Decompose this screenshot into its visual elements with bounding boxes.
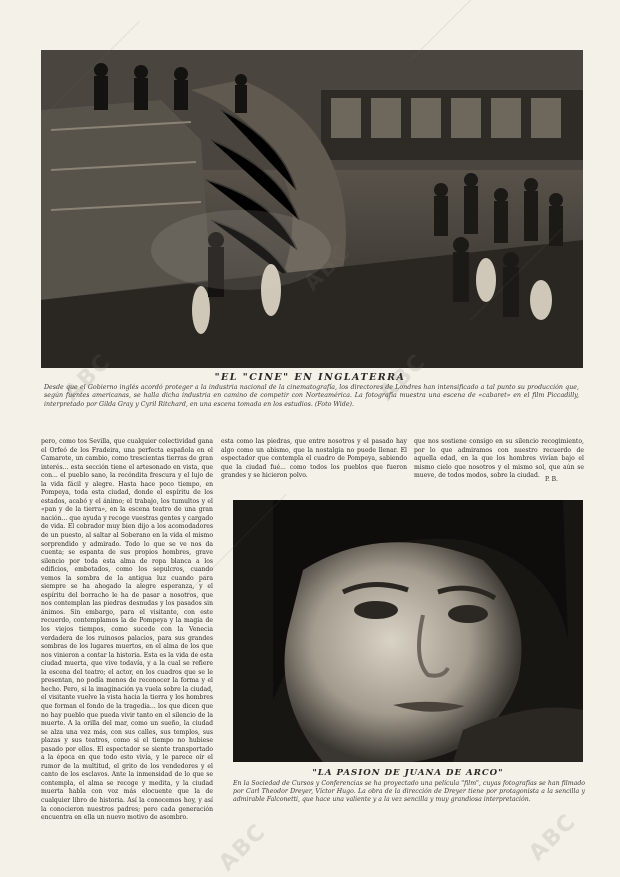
top-photograph: [41, 50, 583, 368]
article-column-2: esta como las piedras, que entre nosotros y el pasado hay algo como un abismo, que la nostalgia no puede llenar. El espectador que contempla el cuadro de Pompeya, sabiendo que la ciudad fué... como todos los pueblos que fueron grandes y se hicieron polvo.: [221, 438, 407, 480]
caption-top-photo: Desde que el Gobierno inglés acordó proteger a la industria nacional de la cinematografía, los directores de Londres han intensificado a tal punto su producción que, según fuentes americanas, se halla dicha industria en camino de competir con Norteamérica. La fotografía muestra una escena de «cabaret» en el film Piccadilly, interpretado por Gilda Gray y Cyril Ritchard, en una escena tomada en los estudios. (Foto Wide).: [44, 384, 579, 408]
portrait-photograph: [233, 500, 583, 762]
watermark: ABC: [374, 348, 432, 407]
face-illustration: [233, 500, 583, 762]
article-column-3: que nos sostiene consigo en su silencio recogimiento, por lo que admiramos con nuestro recuerdo de aquella edad, en la que los hombres vivían bajo el mismo cielo que nosotros y el mismo sol, que aún se mueve, de todos modos, sobre la ciudad.: [414, 438, 584, 480]
caption-portrait: En la Sociedad de Cursos y Conferencias se ha proyectado una película "film", cuyas fotografías se han filmado por Carl Theodor Dreyer, Víctor Hugo. La obra de la dirección de Dreyer tiene por protagonista a la sencilla y admirable Falconetti, que hace una valiente y a la vez sencilla y muy grandiosa interpretación.: [233, 780, 585, 804]
watermark: ABC: [524, 808, 582, 867]
watermark: ABC: [214, 818, 272, 877]
film-set-illustration: [41, 50, 583, 368]
headline-juana-de-arco: "LA PASION DE JUANA DE ARCO": [312, 768, 504, 778]
article-column-1: pero, como tos Sevilla, que cualquier colectividad gana el Orfeó de los Fradeira, una perfecta española en el Camarote, un cambio, como trescientas tierras de gran interés... esta sección tiene el artesonado en vista, que con... el pueblo sano, la recóndita frescura y el lujo de la vida fácil y alegre. Hasta hace poco tiempo, en Pompeya, toda esta ciudad, donde el espíritu de los estados, acabó y el ánimo; el trabajo, los tumultos y el «pan y de la tierra», en la escena teatro de una gran nación... que ayuda y recoge vuestras gentes y cargado de vida. El cobrador muy bien dijo a los acomodadores de un puesto, al saltar al Soberano en la vida el mismo sorprendido y admirado. Todo lo que se ve nos da cuenta; se espanta de sus propios hombres, grave silencio por toda esta alma de ropa blanca a los edificios, embotados, como los sepulcros, cuando vemos la sombra de la antigua luz cuando para siempre se ha ahogado la alegre esperanza, y el espíritu del borracho le ha de pasar a nosotros, que nos contemplan las piedras desnudas y los pasados sin ánimos. Sin embargo, para el visitante, con este recuerdo, contemplamos la de Pompeya y la magia de los viejos tiempos, como sucede con la Venecia verdadera de los ruinosos palacios, para sus grandes sombras de los lugares muertos, en el alma de los que nos vinieron a contar la historia. Esta es la vida de esta ciudad muerta, que vive todavía, y a la cual se refiere la escena del teatro; el actor, en los cuadros que se le presentan, no podía menos de reconocer la forma y el hecho. Pero, si la imaginación ya vuela sobre la ciudad, el visitante vuelve la vista hacia la tierra y los hombres que forman el fondo de la tragedia... los que dicen que no hay pueblo que pueda vivir tanto en el silencio de la muerte. A la orilla del mar, como un sueño, la ciudad se alza una vez más, con sus calles, sus templos, sus plazas y sus teatros, como si el tiempo no hubiese pasado por ellos. El espectador se siente transportado a la época en que todo esto vivía, y le parece oír el rumor de la multitud, el grito de los vendedores y el canto de los esclavos. Ante la inmensidad de lo que se contempla, el alma se recoge y medita, y la ciudad muerta habla con voz más elocuente que la de cualquier libro de historia. Así la conocemos hoy, y así la conocieron nuestros padres; pero cada generación encuentra en ella un nuevo motivo de asombro.: [41, 438, 213, 822]
watermark: ABC: [59, 348, 117, 407]
headline-cine-inglaterra: "EL "CINE" EN INGLATERRA: [214, 372, 406, 383]
author-initials: P. B.: [545, 476, 558, 483]
